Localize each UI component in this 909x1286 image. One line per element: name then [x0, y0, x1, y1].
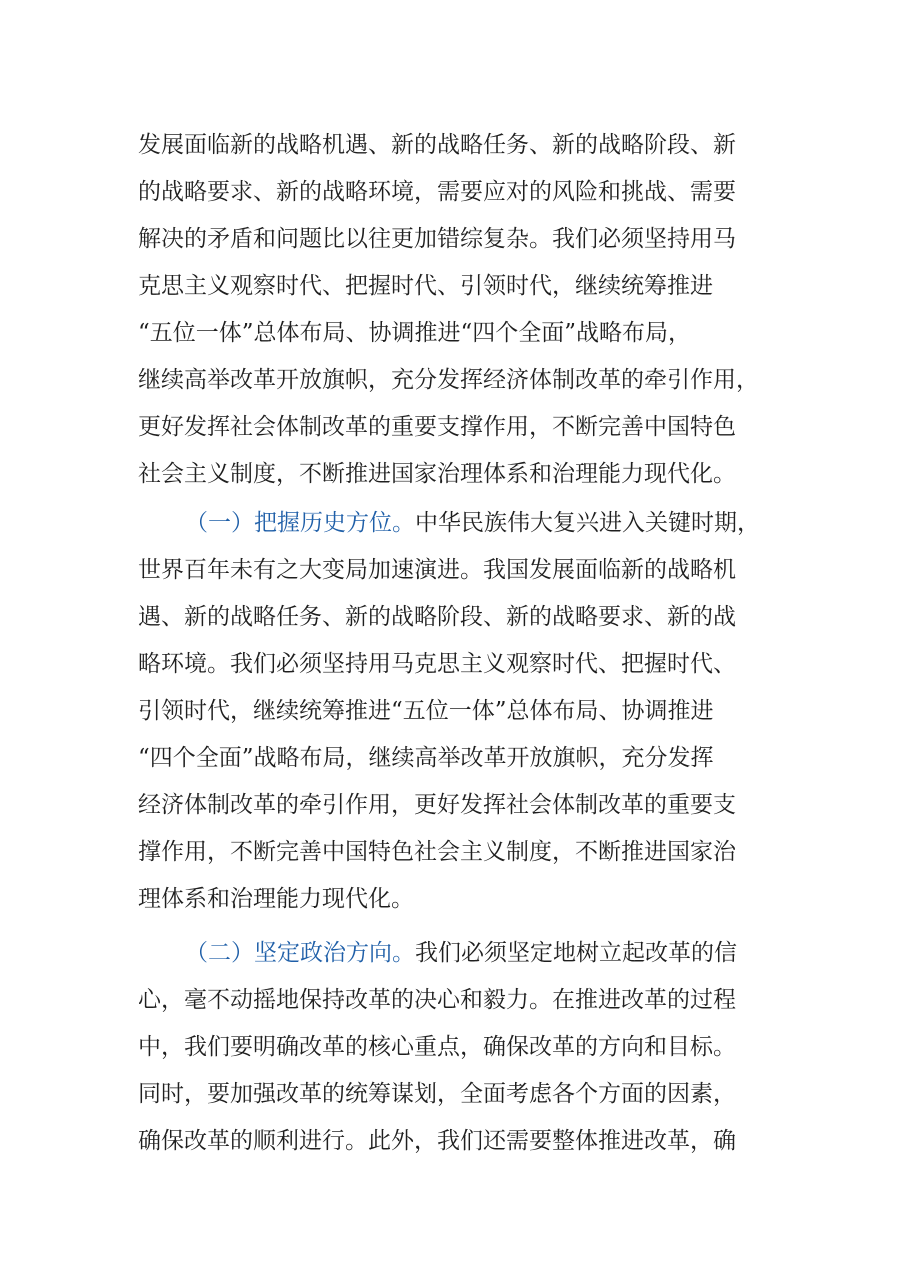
intro-line: 克思主义观察时代、把握时代、引领时代，继续统筹推进 [138, 273, 713, 299]
section1-line: 略环境。我们必须坚持用马克思主义观察时代、把握时代、 [138, 651, 736, 677]
section2-line: 确保改革的顺利进行。此外，我们还需要整体推进改革，确 [138, 1128, 736, 1154]
intro-line: 解决的矛盾和问题比以往更加错综复杂。我们必须坚持用马 [138, 226, 736, 252]
section1-line: 理体系和治理能力现代化。 [138, 886, 414, 912]
intro-line: 继续高举改革开放旗帜，充分发挥经济体制改革的牵引作用， [138, 367, 759, 393]
section1-line: 遇、新的战略任务、新的战略阶段、新的战略要求、新的战 [138, 604, 736, 630]
intro-line: 发展面临新的战略机遇、新的战略任务、新的战略阶段、新 [138, 132, 736, 158]
intro-line: 的战略要求、新的战略环境，需要应对的风险和挑战、需要 [138, 179, 736, 205]
section1-line: 世界百年未有之大变局加速演进。我国发展面临新的战略机 [138, 557, 736, 583]
section1-first-line [185, 503, 780, 543]
section2-first-line-text: 我们必须坚定地树立起改革的信 [415, 940, 737, 966]
section2-line: 同时，要加强改革的统筹谋划，全面考虑各个方面的因素， [138, 1081, 736, 1107]
section1-line: “四个全面”战略布局，继续高举改革开放旗帜，充分发挥 [138, 745, 714, 771]
intro-line: “五位一体”总体布局、协调推进“四个全面”战略布局， [138, 320, 692, 346]
section2-first-line [185, 933, 780, 973]
section1-first-line-text: 中华民族伟大复兴进入关键时期， [415, 510, 760, 536]
section2-line: 心，毫不动摇地保持改革的决心和毅力。在推进改革的过程 [138, 987, 736, 1013]
section1-line: 撑作用，不断完善中国特色社会主义制度，不断推进国家治 [138, 839, 736, 865]
intro-line: 更好发挥社会体制改革的重要支撑作用，不断完善中国特色 [138, 414, 736, 440]
section1-line: 引领时代，继续统筹推进“五位一体”总体布局、协调推进 [138, 698, 714, 724]
section1-line: 经济体制改革的牵引作用，更好发挥社会体制改革的重要支 [138, 792, 736, 818]
intro-line: 社会主义制度，不断推进国家治理体系和治理能力现代化。 [138, 461, 736, 487]
section2-heading: （二）坚定政治方向。 [185, 940, 415, 966]
section2-line: 中，我们要明确改革的核心重点，确保改革的方向和目标。 [138, 1034, 736, 1060]
section1-heading: （一）把握历史方位。 [185, 510, 415, 536]
